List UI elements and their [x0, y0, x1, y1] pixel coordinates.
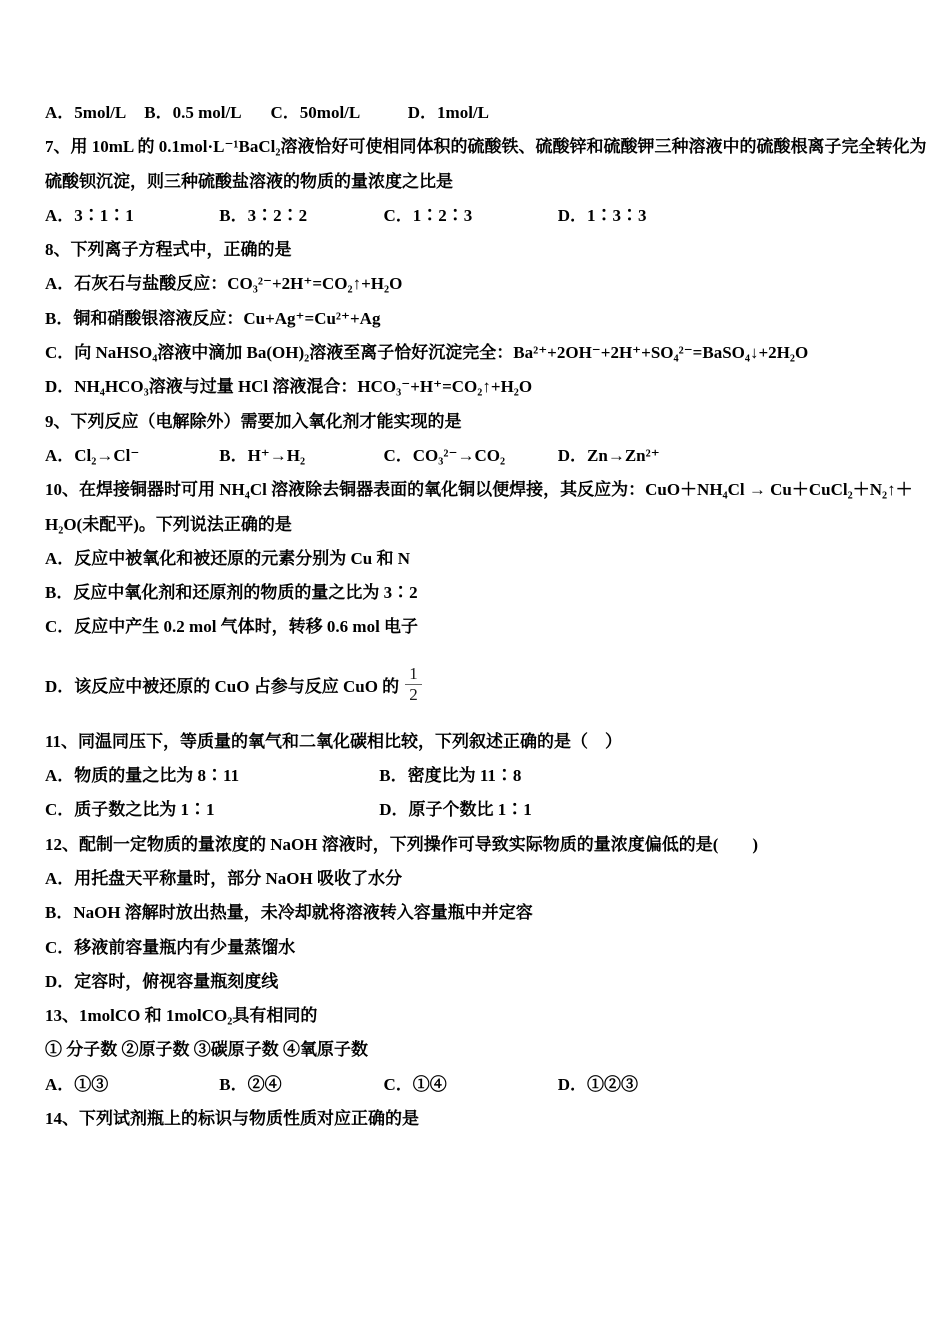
q9-option-b: B．H⁺→H₂ [219, 445, 306, 465]
q7-stem-line1: 7、用 10mL 的 0.1mol·L⁻¹BaCl₂溶液恰好可使相同体积的硫酸铁、硫酸锌和硫酸钾三种溶液中的硫酸根离子完全转化为 [45, 137, 927, 157]
q9-option-d: D．Zn→Zn²⁺ [557, 445, 660, 465]
q6-option-b: B．0.5 mol/L [144, 103, 242, 122]
q8-option-d: D．NH₄HCO₃溶液与过量 HCl 溶液混合：HCO₃⁻+H⁺=CO₂↑+H₂O [45, 377, 533, 397]
q7-stem-line2: 硫酸钡沉淀，则三种硫酸盐溶液的物质的量浓度之比是 [45, 171, 453, 191]
q10-option-c: C．反应中产生 0.2 mol 气体时，转移 0.6 mol 电子 [45, 617, 419, 637]
q7-option-b: B．3∶2∶2 [219, 205, 308, 225]
q11-option-a: A．物质的量之比为 8∶11 [45, 766, 240, 786]
q8-stem: 8、下列离子方程式中，正确的是 [45, 240, 292, 260]
q13-options-row [45, 1068, 913, 1102]
q6-option-d: D．1mol/L [407, 103, 489, 122]
q9-options-row [45, 439, 913, 473]
q10-option-d-text: D．该反应中被还原的 CuO 占参与反应 CuO 的 [45, 677, 400, 697]
q12-option-b: B．NaOH 溶解时放出热量，未冷却就将溶液转入容量瓶中并定容 [45, 903, 533, 923]
q6-options-row [45, 96, 913, 130]
q10-stem-line2: H₂O(未配平)。下列说法正确的是 [45, 514, 292, 534]
q13-sub-items: ① 分子数 ②原子数 ③碳原子数 ④氧原子数 [45, 1040, 368, 1060]
q13-option-c: C．①④ [383, 1074, 447, 1094]
q10-stem-line1: 10、在焊接铜器时可用 NH₄Cl 溶液除去铜器表面的氧化铜以便焊接，其反应为：CuO＋NH₄Cl → Cu＋CuCl₂＋N₂↑＋ [45, 480, 913, 500]
q14-stem: 14、下列试剂瓶上的标识与物质性质对应正确的是 [45, 1109, 419, 1129]
fraction-numerator: 1 [405, 665, 422, 686]
q12-option-a: A．用托盘天平称量时，部分 NaOH 吸收了水分 [45, 868, 402, 888]
q9-option-c: C．CO₃²⁻→CO₂ [383, 445, 506, 465]
q9-option-a: A．Cl₂→Cl⁻ [45, 445, 140, 465]
q8-option-a: A．石灰石与盐酸反应：CO₃²⁻+2H⁺=CO₂↑+H₂O [45, 274, 403, 294]
q11-options-row2 [45, 793, 913, 827]
q9-stem: 9、下列反应（电解除外）需要加入氧化剂才能实现的是 [45, 411, 462, 431]
q13-option-b: B．②④ [219, 1074, 282, 1094]
q11-option-c: C．质子数之比为 1∶1 [45, 800, 215, 820]
q11-options-row1 [45, 759, 913, 793]
q8-option-b: B．铜和硝酸银溶液反应：Cu+Ag⁺=Cu²⁺+Ag [45, 308, 381, 328]
q11-option-d: D．原子个数比 1∶1 [379, 800, 532, 820]
q13-option-a: A．①③ [45, 1074, 109, 1094]
q11-stem: 11、同温同压下，等质量的氧气和二氧化碳相比较，下列叙述正确的是（ ） [45, 731, 623, 751]
q12-stem: 12、配制一定物质的量浓度的 NaOH 溶液时，下列操作可导致实际物质的量浓度偏低的是( ) [45, 834, 759, 854]
q7-option-a: A．3∶1∶1 [45, 205, 134, 225]
q6-option-c: C．50mol/L [270, 103, 361, 122]
fraction-one-half [405, 665, 422, 705]
q10-option-b: B．反应中氧化剂和还原剂的物质的量之比为 3∶2 [45, 583, 418, 603]
q7-options-row [45, 199, 913, 233]
q6-option-a: A．5mol/L [45, 103, 127, 122]
fraction-denominator: 2 [409, 685, 418, 705]
exam-document [45, 96, 927, 1136]
q13-stem: 13、1molCO 和 1molCO₂具有相同的 [45, 1006, 318, 1026]
q12-option-d: D．定容时，俯视容量瓶刻度线 [45, 971, 279, 991]
q13-option-d: D．①②③ [557, 1074, 639, 1094]
q10-option-a: A．反应中被氧化和被还原的元素分别为 Cu 和 N [45, 548, 411, 568]
q12-option-c: C．移液前容量瓶内有少量蒸馏水 [45, 937, 296, 957]
q8-option-c: C．向 NaHSO₄溶液中滴加 Ba(OH)₂溶液至离子恰好沉淀完全：Ba²⁺+2OH⁻+2H⁺+SO₄²⁻=BaSO₄↓+2H₂O [45, 343, 809, 363]
q10-option-d [45, 645, 913, 725]
q7-option-d: D．1∶3∶3 [557, 205, 647, 225]
q7-option-c: C．1∶2∶3 [383, 205, 473, 225]
q11-option-b: B．密度比为 11∶8 [379, 766, 522, 786]
